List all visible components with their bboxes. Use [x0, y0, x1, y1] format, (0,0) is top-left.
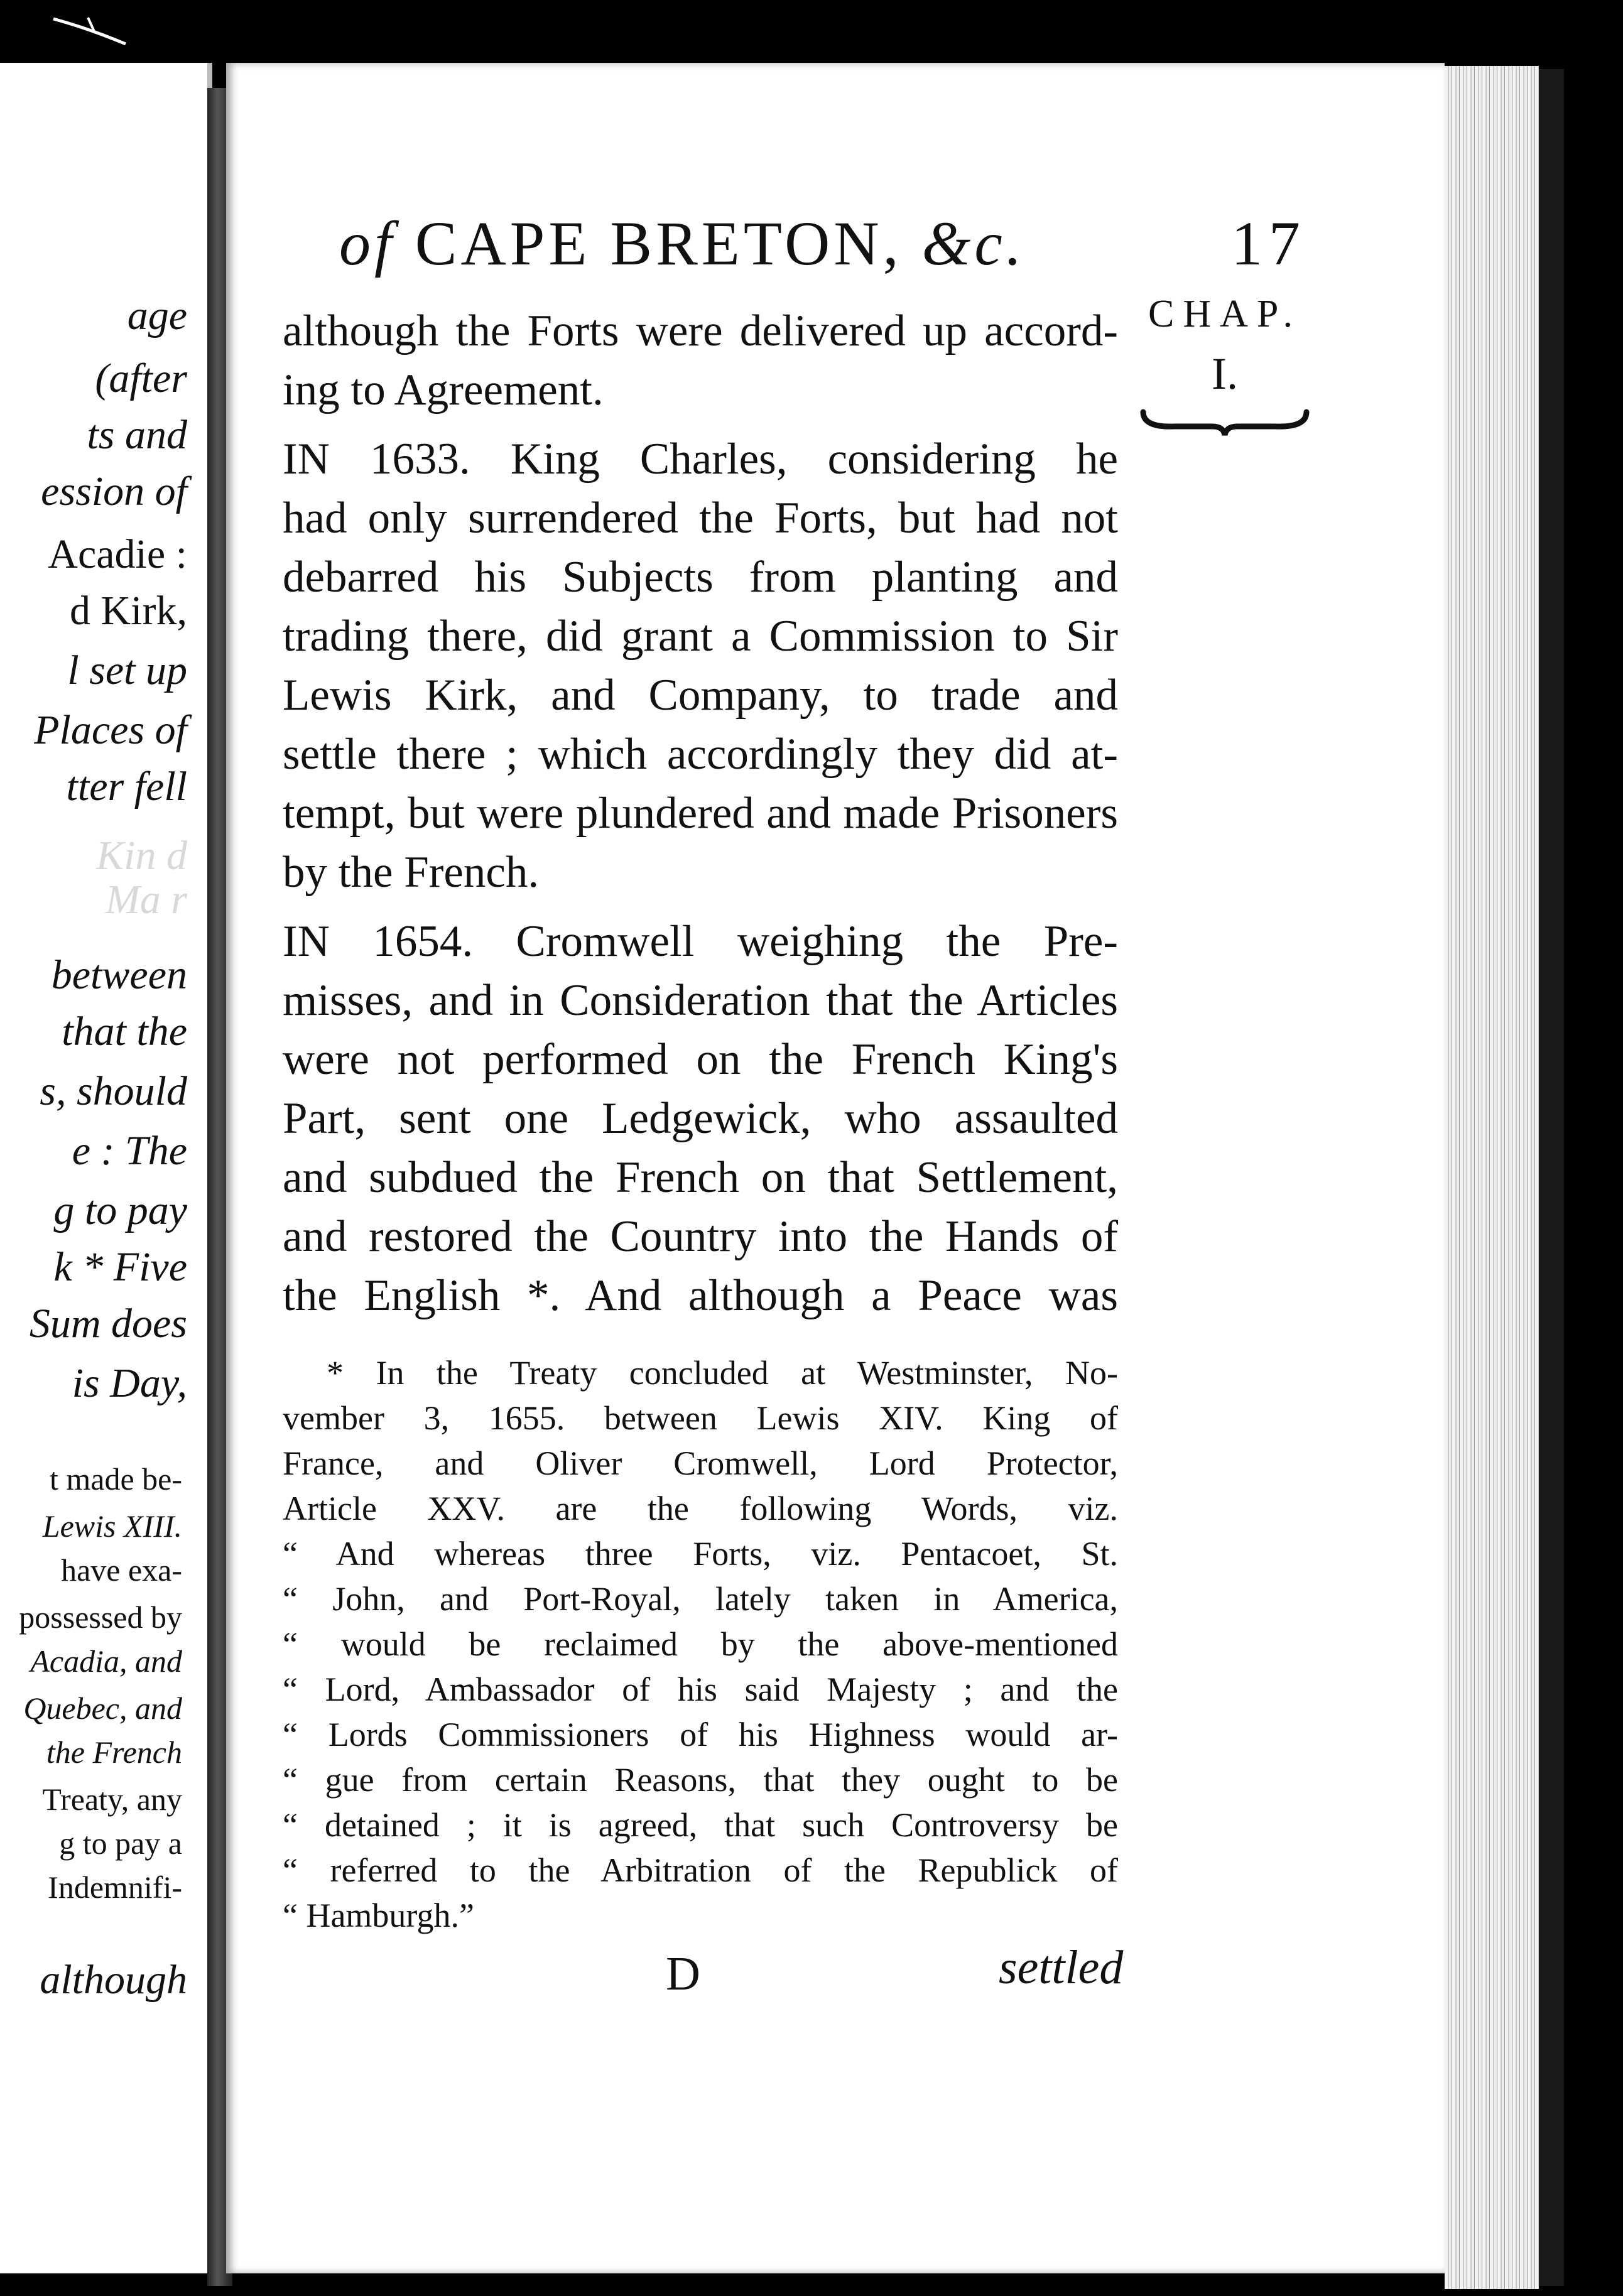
previous-page-footnote-line: Treaty, any	[42, 1782, 182, 1817]
footnote-line: “ And whereas three Forts, viz. Pentacoet, St.	[283, 1535, 1118, 1573]
faded-show-through: Kin d	[96, 833, 187, 879]
text-line: and subdued the French on that Settlement,	[283, 1153, 1118, 1202]
running-title-main: CAPE BRETON,	[415, 208, 903, 278]
chapter-number: I.	[1212, 349, 1238, 399]
signature-mark: D	[666, 1947, 700, 2000]
footnote-line: * In the Treaty concluded at Westminster, No-	[327, 1354, 1118, 1392]
footnote-line: “ Lord, Ambassador of his said Majesty ; and the	[283, 1671, 1118, 1708]
previous-page-line: (after	[95, 355, 187, 401]
text-line: IN 1633. King Charles, considering he	[283, 435, 1118, 484]
running-title-etc: &c.	[921, 208, 1026, 278]
paragraph-break	[283, 420, 1118, 430]
main-text	[283, 301, 1118, 1325]
previous-page-line: d Kirk,	[70, 588, 187, 634]
running-title-of: of	[339, 208, 396, 278]
previous-page-line: s, should	[40, 1068, 187, 1114]
text-line: Part, sent one Ledgewick, who assaulted	[283, 1094, 1118, 1143]
text-line: debarred his Subjects from planting and	[283, 553, 1118, 602]
previous-page-line: k * Five	[53, 1244, 187, 1290]
footnote-line: Article XXV. are the following Words, viz.	[283, 1490, 1118, 1527]
catchword: settled	[999, 1941, 1124, 1994]
previous-page-line: l set up	[67, 647, 187, 693]
page-number: 17	[1231, 208, 1306, 278]
previous-page-line: age	[127, 293, 187, 338]
previous-page-line: g to pay	[53, 1188, 187, 1233]
running-header	[339, 207, 1306, 276]
text-line: the English *. And although a Peace was	[283, 1271, 1118, 1320]
footnote-line: “ would be reclaimed by the above-mentioned	[283, 1625, 1118, 1663]
footnote-line: “ John, and Port-Royal, lately taken in America,	[283, 1580, 1118, 1618]
previous-page-line: between	[51, 952, 187, 998]
previous-page-line: Acadie :	[48, 531, 187, 577]
previous-page-footnote-line: possessed by	[19, 1600, 182, 1635]
text-line: by the French.	[283, 848, 540, 897]
page-edges	[1445, 66, 1539, 2289]
previous-page-footnote-line: Acadia, and	[30, 1643, 182, 1679]
previous-page-footnote-line: have exa-	[61, 1552, 182, 1588]
previous-page-line: is Day,	[72, 1360, 187, 1406]
previous-page-line: Sum does	[29, 1301, 187, 1346]
previous-page-footnote-line: the French	[46, 1735, 182, 1770]
previous-page-line: that the	[62, 1009, 187, 1054]
previous-page-line: e : The	[72, 1128, 187, 1174]
previous-page-line: ession of	[41, 468, 187, 514]
previous-page-line: ts and	[87, 412, 187, 458]
text-line: tempt, but were plundered and made Prisoners	[283, 789, 1118, 838]
footnote	[283, 1350, 1118, 1938]
text-line: settle there ; which accordingly they did at-	[283, 730, 1118, 779]
footnote-line: France, and Oliver Cromwell, Lord Protector,	[283, 1444, 1118, 1482]
previous-page-footnote-line: Quebec, and	[23, 1691, 182, 1726]
running-title	[339, 207, 1026, 279]
paragraph-break	[283, 902, 1118, 912]
previous-page-footnote-line: Indemnifi-	[48, 1870, 182, 1905]
text-line: had only surrendered the Forts, but had not	[283, 494, 1118, 543]
text-line: although the Forts were delivered up accord-	[283, 306, 1118, 355]
chapter-margin-note	[1131, 292, 1319, 440]
text-line: Lewis Kirk, and Company, to trade and	[283, 671, 1118, 720]
footnote-line: “ Lords Commissioners of his Highness would ar-	[283, 1716, 1118, 1753]
footnote-line: vember 3, 1655. between Lewis XIV. King of	[283, 1399, 1118, 1437]
previous-page-footnote-line: t made be-	[49, 1461, 182, 1497]
previous-page	[0, 63, 212, 2273]
chapter-label: CHAP.	[1148, 293, 1301, 335]
text-line: IN 1654. Cromwell weighing the Pre-	[283, 917, 1118, 966]
previous-page-line: tter fell	[66, 764, 187, 810]
text-line: trading there, did grant a Commission to Sir	[283, 612, 1118, 661]
text-line: and restored the Country into the Hands of	[283, 1212, 1118, 1261]
previous-page-footnote-line: g to pay a	[59, 1826, 182, 1861]
text-line: were not performed on the French King's	[283, 1035, 1118, 1084]
text-line: misses, and in Consideration that the Articles	[283, 976, 1118, 1025]
brace-ornament	[1137, 403, 1313, 440]
footnote-line: “ Hamburgh.”	[283, 1897, 474, 1934]
previous-page-catchword: although	[40, 1957, 187, 2003]
book-cover-edge	[1539, 69, 1564, 2286]
faded-show-through: Ma r	[105, 877, 187, 923]
previous-page-footnote-line: Lewis XIII.	[42, 1508, 182, 1544]
previous-page-line: Places of	[34, 707, 187, 753]
corner-pen-mark	[50, 13, 144, 50]
footnote-line: “ gue from certain Reasons, that they ought to be	[283, 1761, 1118, 1799]
text-line: ing to Agreement.	[283, 366, 604, 414]
footnote-line: “ detained ; it is agreed, that such Controversy be	[283, 1806, 1118, 1844]
footnote-line: “ referred to the Arbitration of the Republick of	[283, 1851, 1118, 1889]
